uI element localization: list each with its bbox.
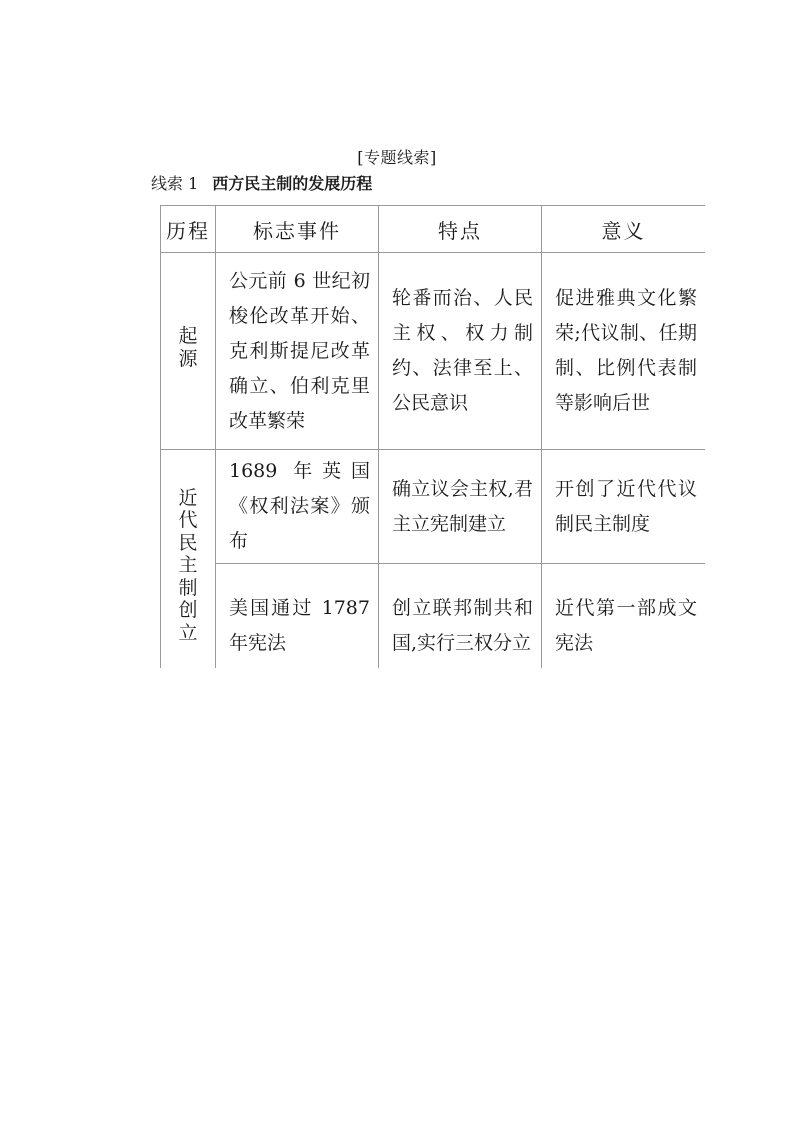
event-cell: 公元前 6 世纪初梭伦改革开始、克利斯提尼改革确立、伯利克里改革繁荣 xyxy=(216,253,379,450)
phase-cell-modern xyxy=(161,450,216,669)
phase-label: 起源 xyxy=(178,325,198,370)
table-row xyxy=(161,564,706,669)
history-table xyxy=(160,205,705,668)
column-header-feature: 特点 xyxy=(379,206,542,253)
clue-heading xyxy=(151,171,372,194)
column-header-significance: 意义 xyxy=(542,206,706,253)
event-cell: 1689 年英国《权利法案》颁布 xyxy=(216,450,379,564)
feature-cell: 创立联邦制共和国,实行三权分立 xyxy=(379,564,542,669)
table-row xyxy=(161,253,706,450)
column-header-phase: 历程 xyxy=(161,206,216,253)
phase-cell-origin xyxy=(161,253,216,450)
section-tag: [专题线索] xyxy=(357,148,437,167)
history-table-container xyxy=(160,205,705,668)
significance-cell: 促进雅典文化繁荣;代议制、任期制、比例代表制等影响后世 xyxy=(542,253,706,450)
phase-label: 近代民主制创立 xyxy=(178,486,198,644)
clue-label: 线索 1 xyxy=(151,174,199,193)
event-cell: 美国通过 1787 年宪法 xyxy=(216,564,379,669)
significance-cell: 开创了近代代议制民主制度 xyxy=(542,450,706,564)
feature-cell: 轮番而治、人民主权、权力制约、法律至上、公民意识 xyxy=(379,253,542,450)
feature-cell: 确立议会主权,君主立宪制建立 xyxy=(379,450,542,564)
clue-title: 西方民主制的发展历程 xyxy=(212,174,373,193)
table-row xyxy=(161,450,706,564)
significance-cell: 近代第一部成文宪法 xyxy=(542,564,706,669)
table-header-row xyxy=(161,206,706,253)
column-header-event: 标志事件 xyxy=(216,206,379,253)
